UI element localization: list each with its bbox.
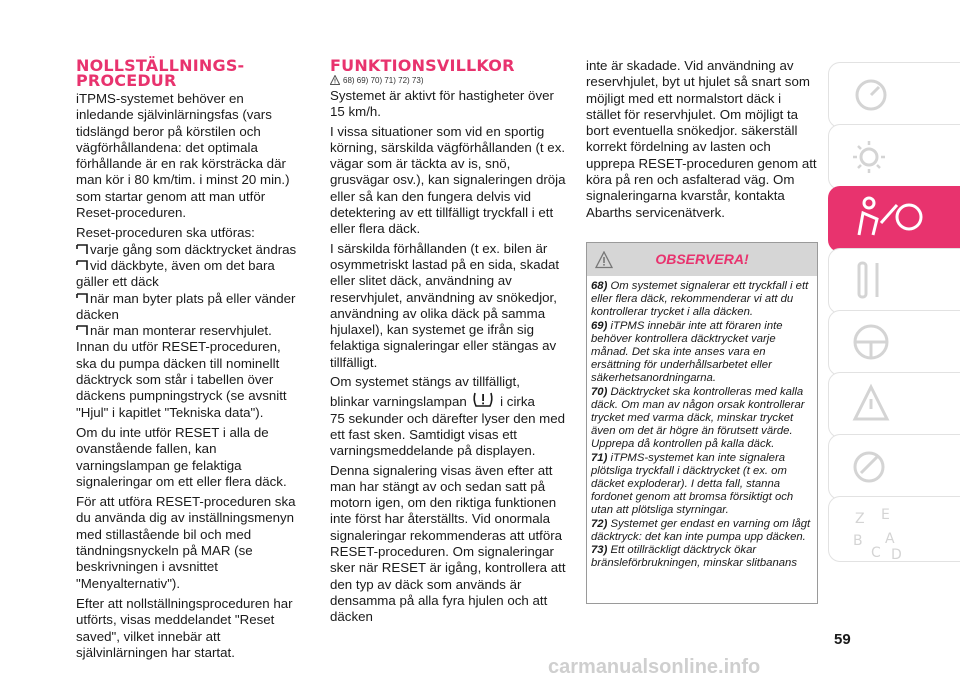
note-number: 70) bbox=[591, 385, 608, 398]
tab-dashboard[interactable] bbox=[828, 62, 960, 128]
warning-car-icon bbox=[851, 381, 891, 427]
list-item bbox=[76, 258, 304, 291]
reference-numbers: 68) 69) 70) 71) 72) 73) bbox=[343, 76, 424, 85]
note-text: Ett otillräckligt däcktryck ökar bränsleförbrukningen, minskar slitbanans bbox=[591, 544, 797, 570]
svg-text:E: E bbox=[881, 507, 890, 523]
bullet-list bbox=[76, 242, 304, 421]
section-heading-reset bbox=[76, 58, 304, 88]
tools-icon bbox=[851, 257, 891, 303]
text-fragment: 75 sekunder och därefter lyser den med ett fast sken. Samtidigt visas ett varningsmeddelande på displayen. bbox=[330, 410, 566, 459]
seat-airbag-icon bbox=[851, 195, 931, 241]
list-item bbox=[76, 291, 304, 324]
note-number: 68) bbox=[591, 280, 608, 292]
text-fragment: blinkar varningslampan bbox=[330, 394, 467, 410]
paragraph-4: Efter att nollställningsproceduren har utförts, visas meddelandet "Reset saved", vilket innebär att självinlärningen har startat. bbox=[76, 595, 293, 660]
note-body bbox=[587, 276, 817, 570]
bullet-arrow-icon bbox=[76, 325, 88, 336]
note-text: iTPMS-systemet kan inte signalera plötsliga tryckfall i däcktrycket (t ex. om däcket exploderar). I detta fall, stanna fordonet genom att bromsa försiktigt och utan att plötsliga styrningar. bbox=[591, 451, 794, 517]
heading-line-2: PROCEDUR bbox=[76, 71, 177, 90]
index-letters-icon bbox=[851, 505, 931, 561]
column-2 bbox=[330, 58, 566, 626]
paragraph-3: För att utföra RESET-proceduren ska du använda dig av inställningsmenyn med stillastående bil och med tändningsnyckeln på MAR (se beskrivningen i avsnittet "Menyalternativ"). bbox=[76, 494, 296, 591]
paragraph-1: inte är skadade. Vid användning av reservhjulet, byt ut hjulet så snart som möjligt med ett normalstort däck i stället för reservhjulet. Om möjligt ta bort eventuella snökedjor. säkerställ korrekt fördelning av lasten och upprepa RESET-proceduren genom att köra på ren och asfalterad väg. Om signaleringarna kvarstår, kontakta Abarths servicenätverk. bbox=[586, 58, 817, 220]
column-1 bbox=[76, 58, 304, 661]
svg-text:A: A bbox=[885, 531, 895, 547]
bullet-text: varje gång som däcktrycket ändras bbox=[90, 241, 297, 257]
note-item bbox=[591, 320, 811, 386]
note-number: 69) bbox=[591, 319, 608, 332]
note-number: 72) bbox=[591, 517, 608, 530]
tab-lights[interactable] bbox=[828, 124, 960, 190]
note-item bbox=[591, 544, 811, 570]
note-text: iTPMS innebär inte att föraren inte behöver kontrollera däcktrycket varje månad. Det ska inte anses vara en ersättning för underhållsarbetet eller säkerhetsanordningarna. bbox=[591, 319, 783, 385]
paragraph-2: Om du inte utför RESET i alla de ovanstående fallen, kan varningslampan ge felaktiga signaleringar om ett eller flera däck. bbox=[76, 424, 287, 489]
list-item bbox=[76, 242, 304, 258]
lights-icon bbox=[851, 133, 891, 179]
note-title: OBSERVERA! bbox=[655, 251, 749, 267]
note-item bbox=[591, 452, 811, 518]
tab-index[interactable] bbox=[828, 496, 960, 562]
dashboard-icon bbox=[851, 71, 891, 117]
page-number: 59 bbox=[834, 631, 851, 648]
text-fragment: i cirka bbox=[500, 394, 535, 410]
svg-text:B: B bbox=[853, 533, 863, 549]
note-box bbox=[586, 242, 818, 604]
paragraph-4 bbox=[330, 374, 566, 459]
list-item bbox=[76, 323, 304, 421]
note-item bbox=[591, 280, 811, 320]
paragraph-2: I vissa situationer som vid en sportig körning, särskilda vägförhållanden (t ex. vägar som är täckta av is, snö, grusvägar osv.), kan signaleringen dröja eller så kan den fungera delvis vid detektering av ett tillfälligt tryckfall i ett eller flera däck. bbox=[330, 123, 566, 237]
tab-starting[interactable] bbox=[828, 248, 960, 314]
svg-text:D: D bbox=[891, 547, 902, 561]
car-service-icon bbox=[851, 443, 891, 489]
bullet-text: vid däckbyte, även om det bara gäller ett däck bbox=[76, 257, 275, 290]
watermark: carmanualsonline.info bbox=[548, 656, 761, 678]
tab-emergency[interactable] bbox=[828, 372, 960, 438]
paragraph-3: I särskilda förhållanden (t ex. bilen är osymmetriskt lastad på en sida, skadat eller slitet däck, användning av reservhjulet, användning av snökedjor, användning av olika däck på samma hjulaxel), kan systemet ge ifrån sig felaktiga signaleringar eller stängas av tillfälligt. bbox=[330, 240, 560, 370]
warning-triangle-icon bbox=[330, 75, 340, 85]
warning-references bbox=[330, 75, 566, 86]
heading-line-1: NOLLSTÄLLNINGS- bbox=[76, 56, 245, 75]
tab-safety[interactable] bbox=[828, 186, 960, 252]
paragraph-1: Systemet är aktivt för hastigheter över 15 km/h. bbox=[330, 88, 554, 120]
paragraph-5: Denna signalering visas även efter att man har stängt av och sedan satt på motorn igen, om den riktiga funktionen inte först har återställts. Vid onormala signaleringar rekommenderas att utföra RESET-proceduren. Om signaleringar sker när RESET är igång, kontrollera att den typ av däck som används är densamma på alla fyra hjulen och att däcken bbox=[330, 462, 566, 625]
tab-maintenance[interactable] bbox=[828, 434, 960, 500]
note-number: 71) bbox=[591, 451, 608, 464]
tab-driving[interactable] bbox=[828, 310, 960, 376]
note-text: Systemet ger endast en varning om lågt däcktryck: det kan inte pumpa upp däcken. bbox=[591, 517, 811, 543]
column-3 bbox=[586, 58, 818, 221]
note-header bbox=[587, 243, 817, 276]
note-number: 73) bbox=[591, 544, 608, 557]
reset-intro: Reset-proceduren ska utföras: bbox=[76, 225, 255, 241]
bullet-text: när man byter plats på eller vänder däcken bbox=[76, 290, 296, 322]
section-heading-conditions: FUNKTIONSVILLKOR bbox=[330, 56, 515, 75]
note-text: Om systemet signalerar ett tryckfall i ett eller flera däck, rekommenderar vi att du kontrollerar trycket i alla däcken. bbox=[591, 280, 809, 319]
text-fragment: Om systemet stängs av tillfälligt, bbox=[330, 374, 520, 390]
tire-pressure-warning-icon bbox=[472, 390, 494, 410]
bullet-arrow-icon bbox=[76, 244, 88, 255]
chapter-sidebar bbox=[828, 0, 960, 683]
note-item bbox=[591, 386, 811, 452]
steering-wheel-icon bbox=[851, 319, 891, 365]
intro-paragraph: iTPMS-systemet behöver en inledande självinlärningsfas (vars tidslängd beror på körstilen och vägförhållandena: det optimala förhållande är en rak körsträcka där man kör i 80 km/tim. i minst 20 min.) som startar genom att man utför Reset-proceduren. bbox=[76, 91, 290, 221]
svg-text:Z: Z bbox=[855, 511, 865, 527]
note-item bbox=[591, 518, 811, 544]
svg-text:C: C bbox=[871, 545, 881, 561]
note-text: Däcktrycket ska kontrolleras med kalla däck. Om man av någon orsak kontrollerar trycket med varma däck, minskar trycket även om det är högre än förutsett värde. Upprepa då kontrollen på kalla däck. bbox=[591, 385, 805, 451]
bullet-arrow-icon bbox=[76, 260, 88, 271]
bullet-arrow-icon bbox=[76, 293, 88, 304]
bullet-text: när man monterar reservhjulet. Innan du utför RESET-proceduren, ska du pumpa däcken till nominellt däcktryck som står i tabellen över däckens pumpningstryck (se avsnitt "Hjul" i kapitlet "Tekniska data"). bbox=[76, 323, 287, 420]
